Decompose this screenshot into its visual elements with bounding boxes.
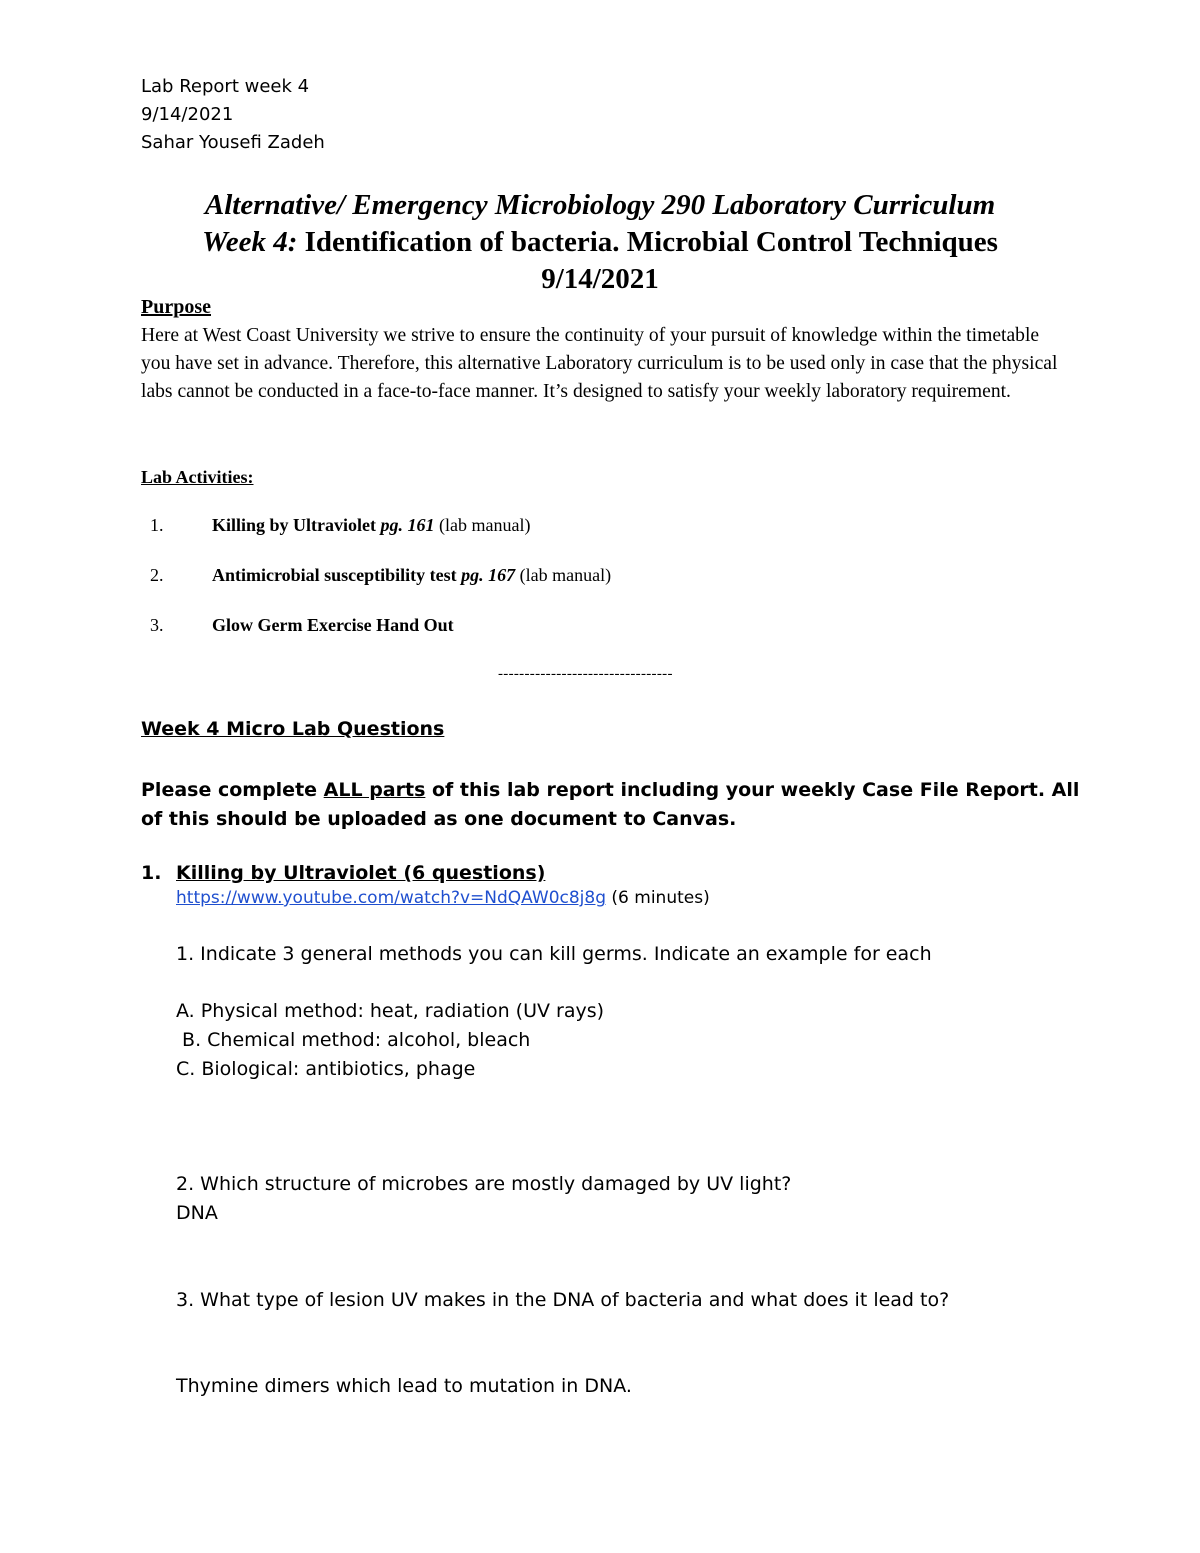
report-title: Lab Report week 4 (141, 76, 310, 97)
activity-number: 1. (150, 515, 164, 535)
report-date: 9/14/2021 (141, 104, 234, 125)
question-1: 1. Indicate 3 general methods you can kill germs. Indicate an example for each (176, 943, 932, 965)
instructions-emphasis: ALL parts (323, 779, 426, 801)
section-number: 1. (141, 862, 162, 884)
question-2: 2. Which structure of microbes are mostly damaged by UV light? (176, 1173, 792, 1195)
week-title (0, 224, 1200, 260)
answer-3: Thymine dimers which lead to mutation in DNA. (176, 1375, 632, 1397)
activity-name: Glow Germ Exercise Hand Out (212, 615, 454, 635)
activity-note: (lab manual) (434, 515, 531, 535)
activity-number: 3. (150, 615, 164, 635)
activity-page: pg. 167 (461, 565, 516, 585)
activity-note: (lab manual) (515, 565, 612, 585)
title-date: 9/14/2021 (541, 263, 659, 295)
activity-number: 2. (150, 565, 164, 585)
section-title: Killing by Ultraviolet (6 questions) (176, 862, 546, 884)
curriculum-title (0, 187, 1200, 223)
video-duration: (6 minutes) (606, 888, 710, 908)
video-link[interactable]: https://www.youtube.com/watch?v=NdQAW0c8j8g (176, 888, 606, 908)
week-label: Week 4: (202, 226, 298, 258)
question-3: 3. What type of lesion UV makes in the DNA of bacteria and what does it lead to? (176, 1289, 950, 1311)
curriculum-title-line1: Alternative/ Emergency Microbiology 290 Laboratory Curriculum (204, 189, 996, 221)
author-name: Sahar Yousefi Zadeh (141, 132, 325, 153)
activity-name: Antimicrobial susceptibility test (212, 565, 462, 585)
purpose-heading: Purpose (141, 296, 211, 318)
activity-item (141, 565, 611, 586)
answer-1a: A. Physical method: heat, radiation (UV rays) (176, 1000, 605, 1022)
section-separator: --------------------------------- (498, 666, 673, 682)
activity-item (141, 515, 530, 536)
instructions-text (141, 776, 1081, 834)
instructions-pre: Please complete (141, 779, 324, 801)
answer-2: DNA (176, 1202, 218, 1224)
activity-name: Killing by Ultraviolet (212, 515, 381, 535)
purpose-body: Here at West Coast University we strive to ensure the continuity of your pursuit of knowledge within the timetable you have set in advance. Therefore, this alternative Laboratory curriculum is to be used only in case that the physical labs cannot be conducted in a face-to-face manner. It’s designed to satisfy your weekly laboratory requirement. (141, 325, 1058, 402)
instructions-post: of this lab report including your weekly Case File Report. All of this should be uploaded as one document to Canvas. (141, 779, 1080, 830)
activity-page: pg. 161 (380, 515, 435, 535)
lab-activities-heading: Lab Activities: (141, 467, 254, 487)
activity-item (141, 615, 454, 636)
answer-1c: C. Biological: antibiotics, phage (176, 1058, 476, 1080)
week-topic: Identification of bacteria. Microbial Control Techniques (297, 226, 998, 258)
questions-heading: Week 4 Micro Lab Questions (141, 718, 445, 740)
video-link-line (176, 888, 710, 908)
answer-1b: B. Chemical method: alcohol, bleach (176, 1029, 531, 1051)
